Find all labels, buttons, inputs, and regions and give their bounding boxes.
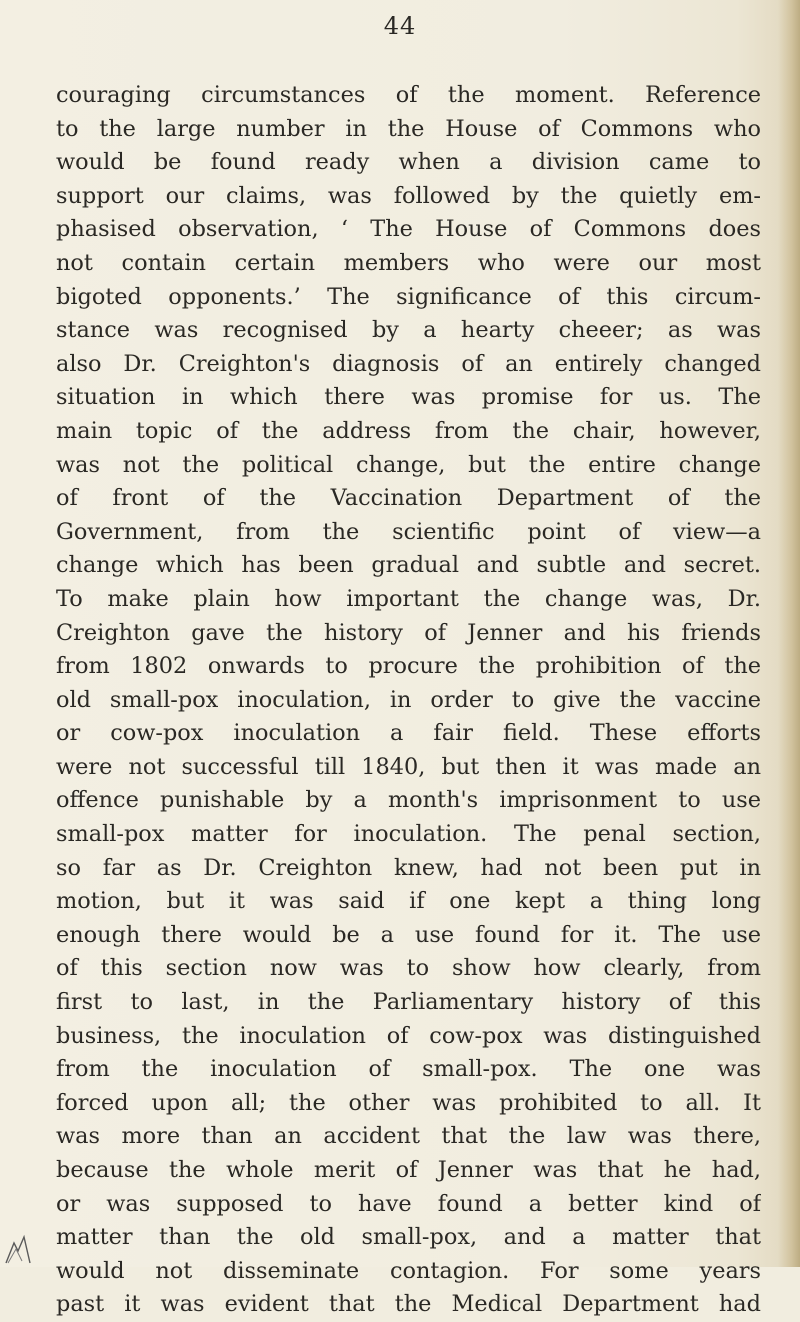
- text-line: Government, from the scientific point of view—a: [56, 518, 761, 545]
- text-line: motion, but it was said if one kept a thing long: [56, 888, 761, 915]
- text-line: or cow-pox inoculation a fair field. These efforts: [56, 720, 761, 747]
- text-line: business, the inoculation of cow-pox was distinguished: [56, 1022, 761, 1049]
- page-number: 44: [383, 12, 417, 40]
- text-line: matter than the old small-pox, and a matter that: [56, 1224, 761, 1251]
- text-line: Creighton gave the history of Jenner and his friends: [56, 619, 761, 646]
- text-line: forced upon all; the other was prohibited to all. It: [56, 1089, 761, 1116]
- text-line: of this section now was to show how clearly, from: [56, 955, 761, 982]
- text-line: from the inoculation of small-pox. The one was: [56, 1056, 761, 1083]
- text-line: from 1802 onwards to procure the prohibition of the: [56, 653, 761, 680]
- text-line: not contain certain members who were our most: [56, 249, 761, 276]
- text-line: or was supposed to have found a better kind of: [56, 1190, 761, 1217]
- text-line: main topic of the address from the chair, however,: [56, 417, 761, 444]
- text-line: enough there would be a use found for it. The use: [56, 921, 761, 948]
- body-text: [56, 79, 761, 1322]
- text-line: past it was evident that the Medical Department had: [56, 1291, 761, 1318]
- text-line: would be found ready when a division came to: [56, 149, 761, 176]
- text-line: because the whole merit of Jenner was that he had,: [56, 1157, 761, 1183]
- text-line: first to last, in the Parliamentary history of this: [56, 989, 761, 1016]
- text-line: so far as Dr. Creighton knew, had not been put in: [56, 854, 761, 881]
- page-edge-shadow: [778, 0, 800, 1267]
- text-line: was not the political change, but the entire change: [56, 451, 761, 478]
- text-line: also Dr. Creighton's diagnosis of an entirely changed: [56, 350, 761, 377]
- text-line: support our claims, was followed by the quietly em-: [56, 182, 761, 209]
- text-line: offence punishable by a month's imprisonment to use: [56, 787, 761, 814]
- text-line: bigoted opponents.’ The significance of this circum-: [56, 283, 761, 310]
- text-line: would not disseminate contagion. For some years: [56, 1257, 761, 1284]
- text-line: was more than an accident that the law was there,: [56, 1123, 761, 1150]
- text-line: were not successful till 1840, but then it was made an: [56, 753, 761, 780]
- text-line: situation in which there was promise for us. The: [56, 384, 761, 411]
- text-line: couraging circumstances of the moment. Reference: [56, 82, 761, 108]
- text-line: small-pox matter for inoculation. The penal section,: [56, 821, 761, 848]
- text-line: change which has been gradual and subtle and secret.: [56, 552, 761, 579]
- text-line: phasised observation, ‘ The House of Commons does: [56, 216, 761, 243]
- text-line: stance was recognised by a hearty cheeer; as was: [56, 317, 761, 344]
- text-line: to the large number in the House of Commons who: [56, 115, 761, 142]
- text-line: of front of the Vaccination Department of the: [56, 485, 761, 512]
- text-line: old small-pox inoculation, in order to give the vaccine: [56, 686, 761, 713]
- text-line: To make plain how important the change was, Dr.: [56, 585, 761, 612]
- scan-corner-mark-icon: [4, 1231, 32, 1265]
